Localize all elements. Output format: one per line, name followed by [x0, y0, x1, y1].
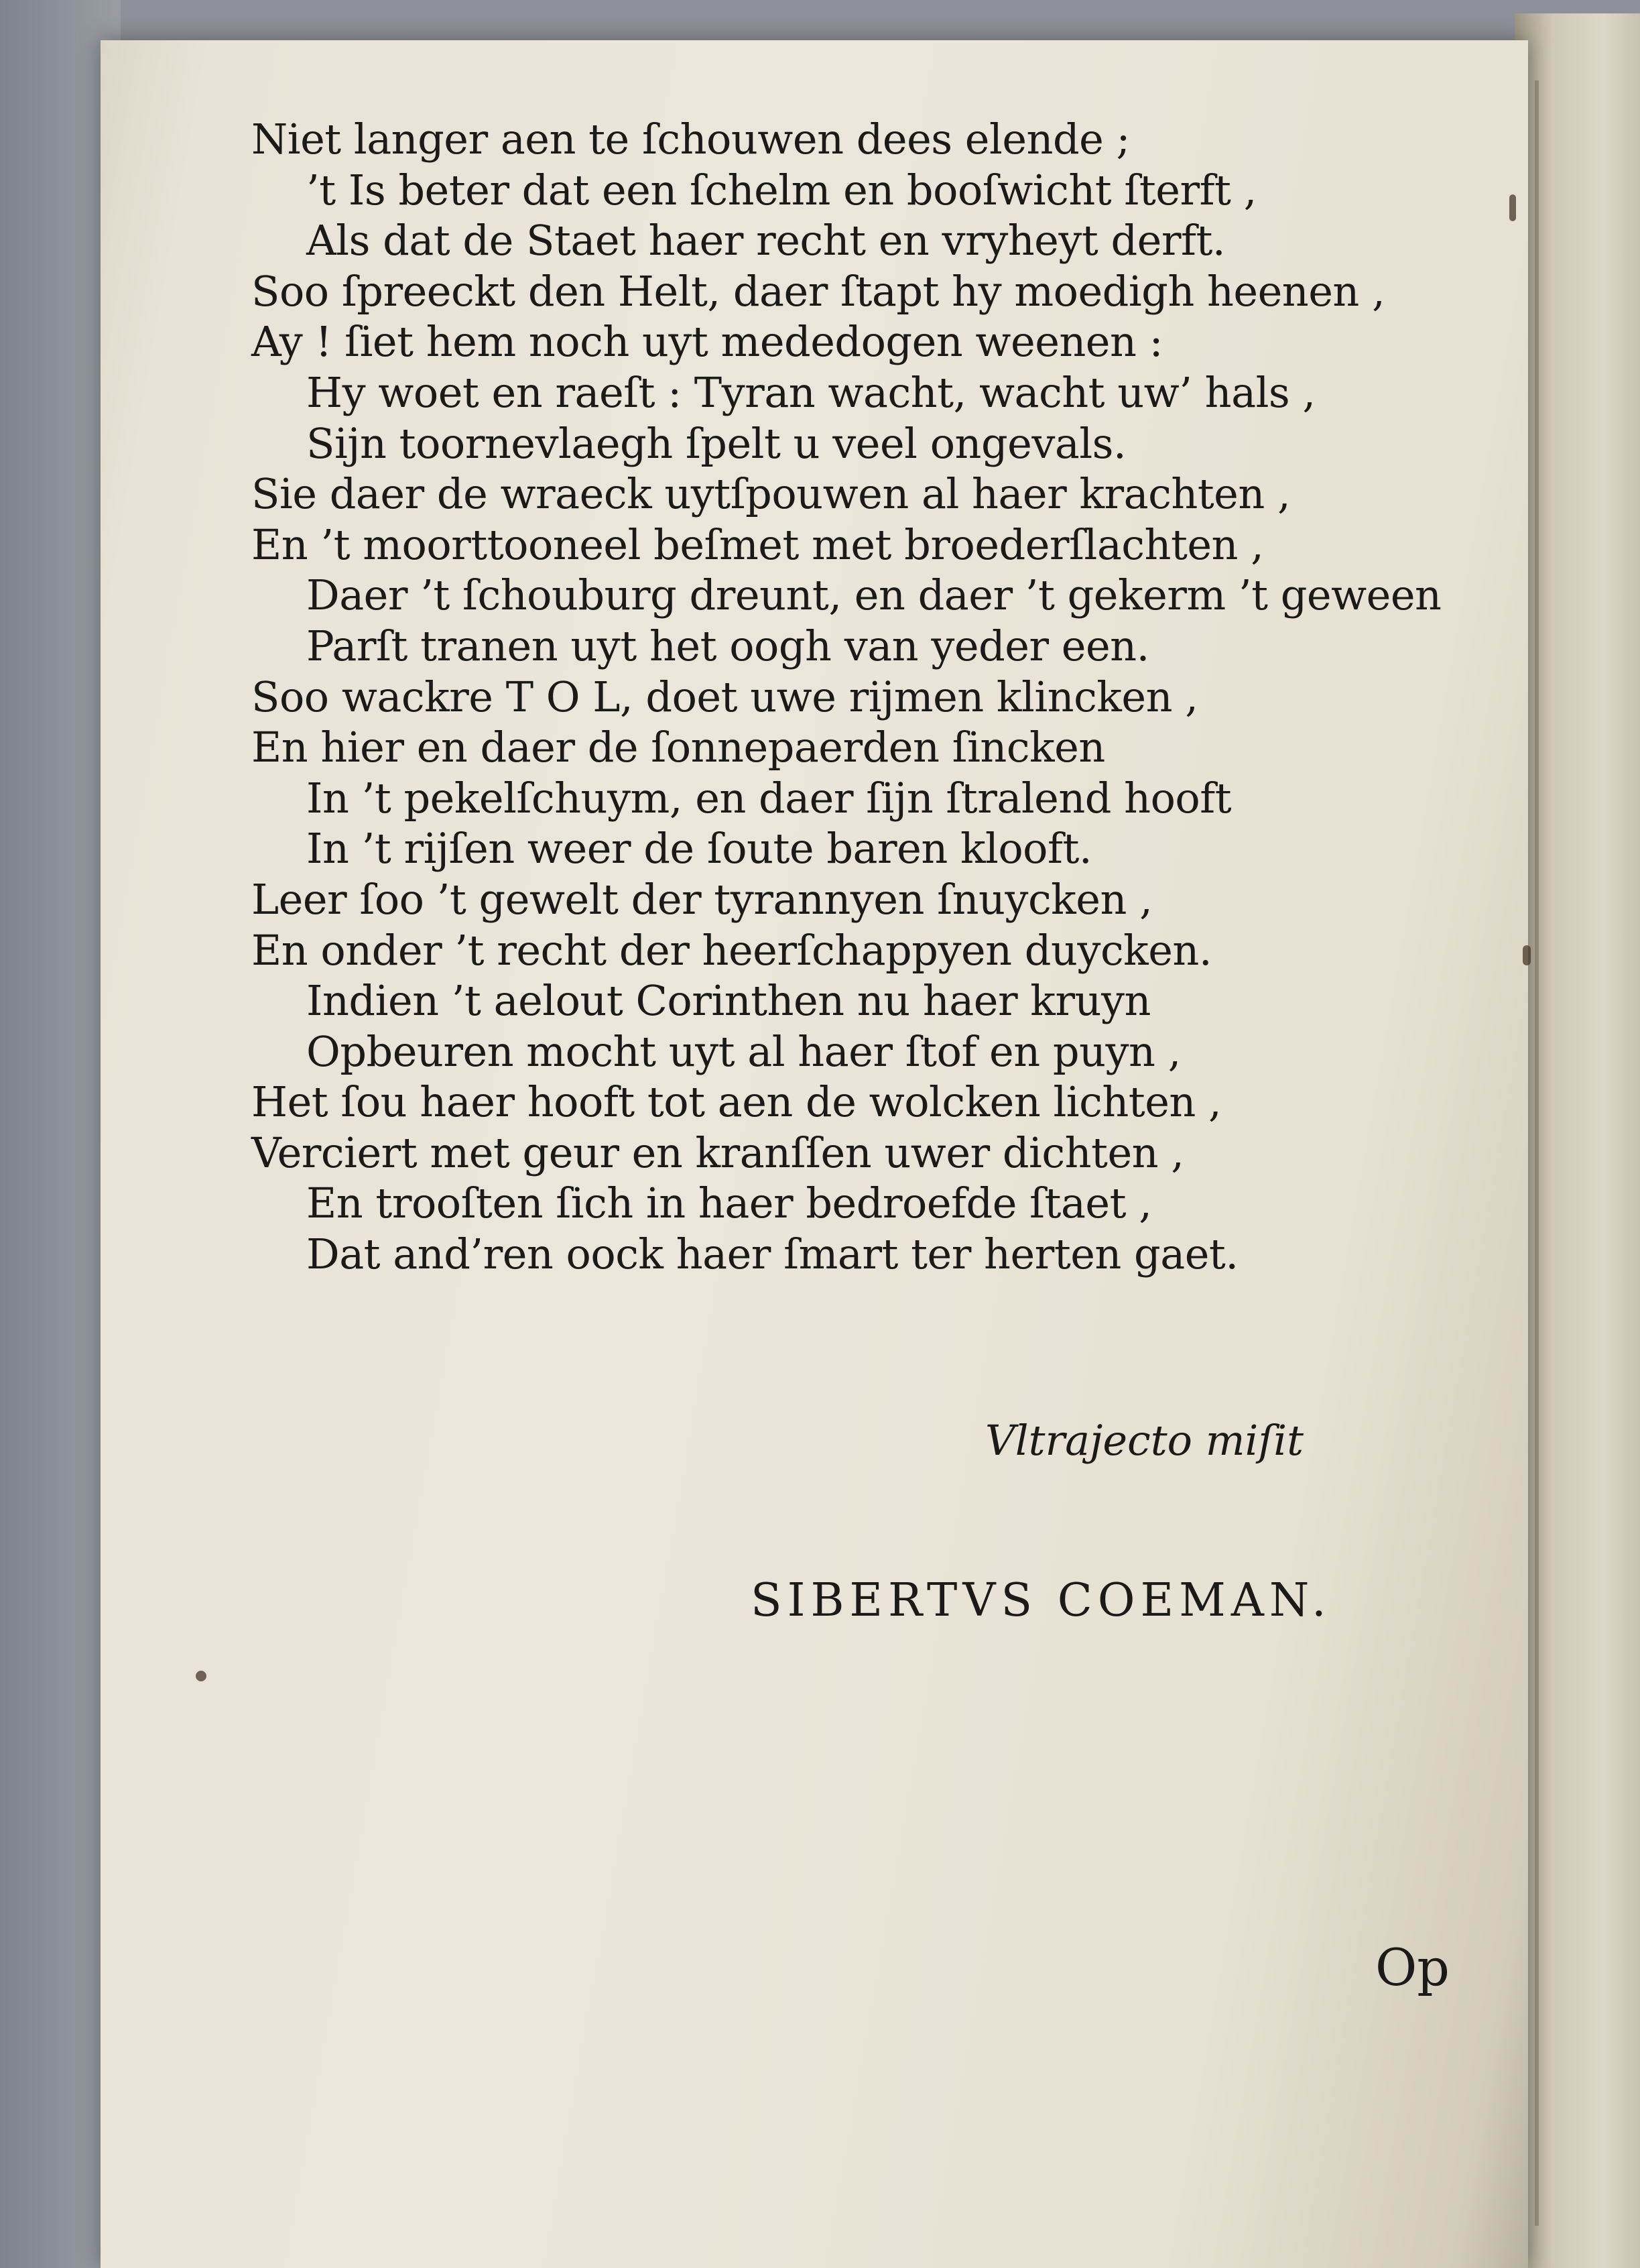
poem-line: Sie daer de wraeck uytſpouwen al haer krachten , [251, 469, 1291, 519]
poem-line: Het ſou haer hooft tot aen de wolcken lichten , [251, 1077, 1222, 1127]
catchword: Op [1375, 1937, 1450, 1997]
poem-line: Parſt tranen uyt het oogh van yeder een. [306, 621, 1149, 670]
poem-line: Leer ſoo ’t gewelt der tyrannyen ſnuycken , [251, 874, 1153, 924]
poem-line: Ay ! ſiet hem noch uyt mededogen weenen : [251, 317, 1163, 367]
poem-line: Niet langer aen te ſchouwen dees elende ; [251, 115, 1130, 164]
poem-line: En ’t moorttooneel beſmet met broederſlachten , [251, 520, 1264, 569]
poem-line: En onder ’t recht der heerſchappyen duycken. [251, 925, 1212, 975]
poem-line: Als dat de Staet haer recht en vryheyt derft. [306, 216, 1226, 265]
poem-line: Dat and’ren oock haer ſmart ter herten gaet. [306, 1230, 1239, 1279]
motto-line: Vltrajecto miſit [985, 1416, 1304, 1465]
poem-line: In ’t pekelſchuym, en daer ſijn ſtralend hooft [306, 773, 1232, 823]
poem-line: Soo ſpreeckt den Helt, daer ſtapt hy moedigh heenen , [251, 266, 1385, 316]
author-signature: SIBERTVS COEMAN. [751, 1574, 1332, 1627]
poem-line: Daer ’t ſchouburg dreunt, en daer ’t gekerm ’t geween [306, 571, 1442, 620]
ink-spot [196, 1671, 206, 1681]
poem-line: Soo wackre T O L, doet uwe rijmen klincken , [251, 672, 1198, 721]
ink-spot [1523, 945, 1531, 965]
poem-body [251, 114, 1458, 1280]
page-gutter [1535, 80, 1539, 2226]
poem-line: En hier en daer de ſonnepaerden ſincken [251, 723, 1105, 772]
poem-line: Hy woet en raeſt : Tyran wacht, wacht uw’ hals , [306, 367, 1316, 417]
poem-line: ’t Is beter dat een ſchelm en booſwicht ſterft , [306, 165, 1257, 215]
poem-line: Verciert met geur en kranſſen uwer dichten , [251, 1128, 1184, 1177]
poem-line: Opbeuren mocht uyt al haer ſtof en puyn , [306, 1026, 1181, 1076]
ink-spot [1509, 194, 1516, 221]
poem-line: In ’t rijſen weer de ſoute baren klooft. [306, 824, 1092, 874]
facing-page-edge [1515, 13, 1640, 2268]
poem-line: Sijn toornevlaegh ſpelt u veel ongevals. [306, 418, 1127, 468]
poem-line: Indien ’t aelout Corinthen nu haer kruyn [306, 976, 1151, 1026]
poem-line: En trooſten ſich in haer bedroefde ſtaet , [306, 1179, 1152, 1228]
